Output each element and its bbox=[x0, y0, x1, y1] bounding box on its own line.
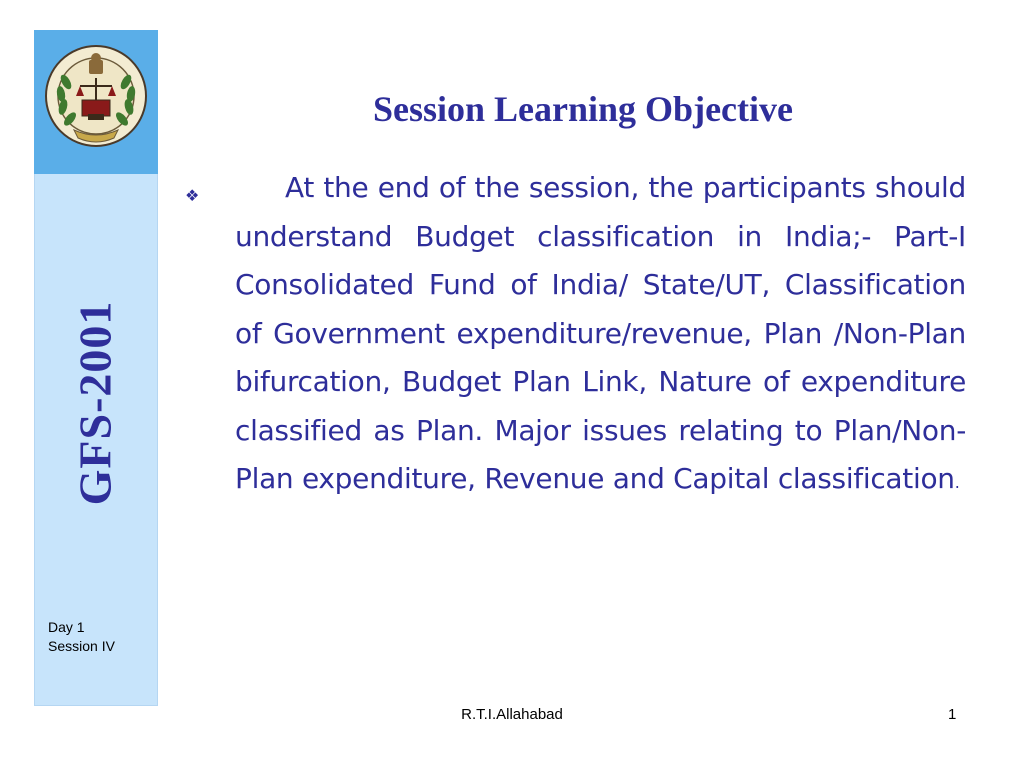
course-code-text: GFS-2001 bbox=[69, 300, 121, 506]
objective-paragraph bbox=[235, 164, 966, 508]
session-day: Day 1 bbox=[48, 619, 85, 635]
vertical-course-title bbox=[70, 284, 120, 522]
session-name: Session IV bbox=[48, 638, 115, 654]
slide-title: Session Learning Objective bbox=[373, 89, 793, 129]
emblem-seal-icon bbox=[34, 30, 158, 174]
diamond-bullet-icon: ❖ bbox=[185, 186, 200, 205]
objective-end-mark: . bbox=[954, 473, 960, 492]
footer-institute: R.T.I.Allahabad bbox=[461, 706, 563, 723]
session-info bbox=[48, 618, 115, 656]
page-number: 1 bbox=[948, 706, 957, 723]
logo bbox=[34, 30, 158, 174]
objective-text: At the end of the session, the participants should understand Budget classification in India;- Part-I Consolidated Fund of India/ State/UT, Classification of Government expenditure/revenue, Plan /Non-Plan bifurcation, Budget Plan Link, Nature of expenditure classified as Plan. Major issues relating to Plan/Non-Plan expenditure, Revenue and Capital classification bbox=[235, 171, 966, 495]
sidebar-panel bbox=[34, 30, 158, 706]
